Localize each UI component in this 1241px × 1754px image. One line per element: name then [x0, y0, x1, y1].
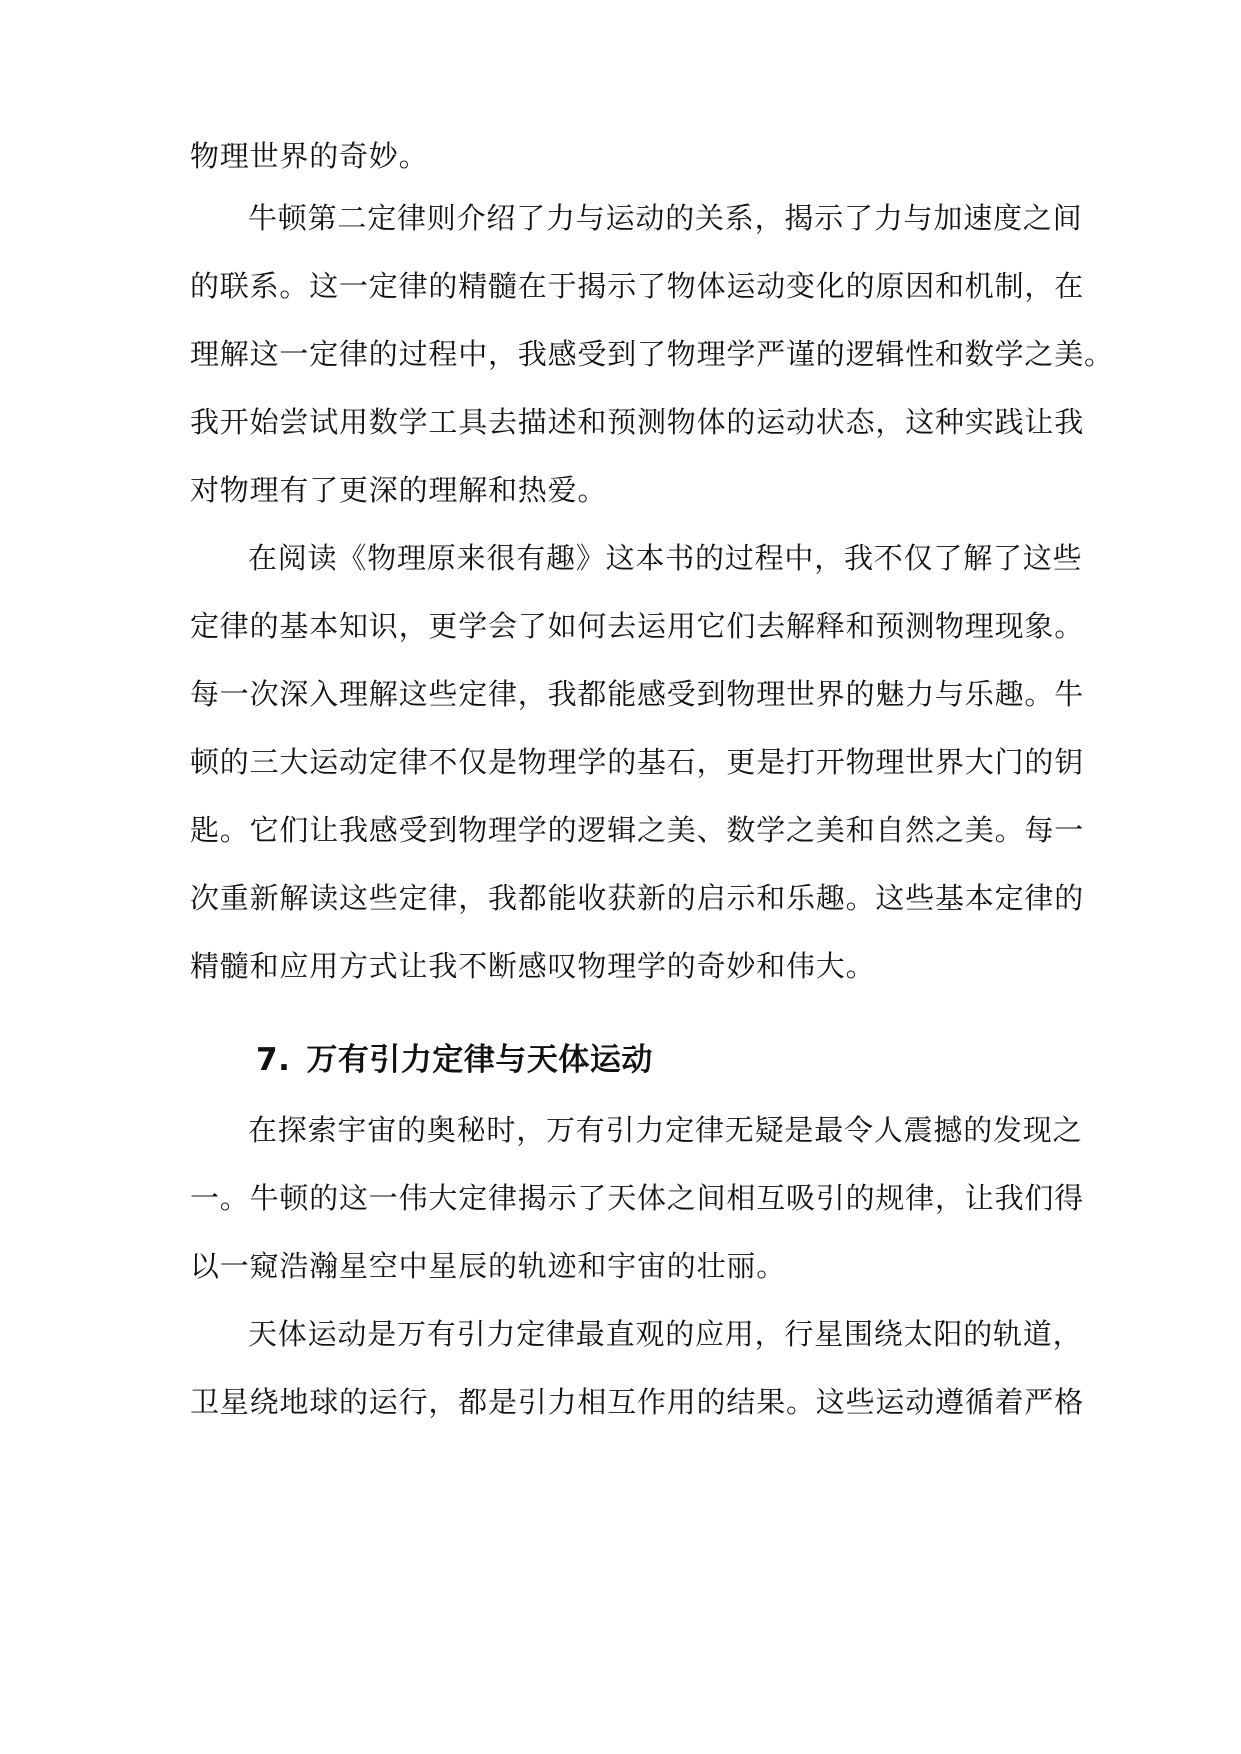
paragraph-line: 每一次深入理解这些定律，我都能感受到物理世界的魅力与乐趣。牛 — [190, 677, 1085, 711]
paragraph-line: 天体运动是万有引力定律最直观的应用，行星围绕太阳的轨道， — [248, 1317, 1083, 1351]
paragraph-line: 一。牛顿的这一伟大定律揭示了天体之间相互吸引的规律，让我们得 — [190, 1181, 1085, 1215]
paragraph-line: 在阅读《物理原来很有趣》这本书的过程中，我不仅了解了这些 — [248, 541, 1083, 575]
paragraph-line: 的联系。这一定律的精髓在于揭示了物体运动变化的原因和机制，在 — [190, 269, 1085, 303]
paragraph-line: 以一窥浩瀚星空中星辰的轨迹和宇宙的壮丽。 — [190, 1249, 787, 1283]
section-title: 万有引力定律与天体运动 — [306, 1042, 653, 1078]
section-number: 7. — [256, 1042, 291, 1078]
paragraph-line: 我开始尝试用数学工具去描述和预测物体的运动状态，这种实践让我 — [190, 405, 1085, 439]
paragraph-line: 顿的三大运动定律不仅是物理学的基石，更是打开物理世界大门的钥 — [190, 745, 1085, 779]
paragraph-line: 次重新解读这些定律，我都能收获新的启示和乐趣。这些基本定律的 — [190, 881, 1085, 915]
paragraph-line: 卫星绕地球的运行，都是引力相互作用的结果。这些运动遵循着严格 — [190, 1385, 1085, 1419]
paragraph-line: 对物理有了更深的理解和热爱。 — [190, 473, 608, 507]
paragraph-line: 匙。它们让我感受到物理学的逻辑之美、数学之美和自然之美。每一 — [190, 813, 1085, 847]
paragraph-line: 牛顿第二定律则介绍了力与运动的关系，揭示了力与加速度之间 — [248, 201, 1083, 235]
paragraph-line: 精髓和应用方式让我不断感叹物理学的奇妙和伟大。 — [190, 949, 876, 983]
paragraph-line: 在探索宇宙的奥秘时，万有引力定律无疑是最令人震撼的发现之 — [248, 1113, 1083, 1147]
paragraph-line: 理解这一定律的过程中，我感受到了物理学严谨的逻辑性和数学之美。 — [190, 337, 1114, 371]
section-heading — [256, 1040, 653, 1080]
paragraph-line: 定律的基本知识，更学会了如何去运用它们去解释和预测物理现象。 — [190, 609, 1085, 643]
paragraph-line: 物理世界的奇妙。 — [190, 139, 429, 173]
